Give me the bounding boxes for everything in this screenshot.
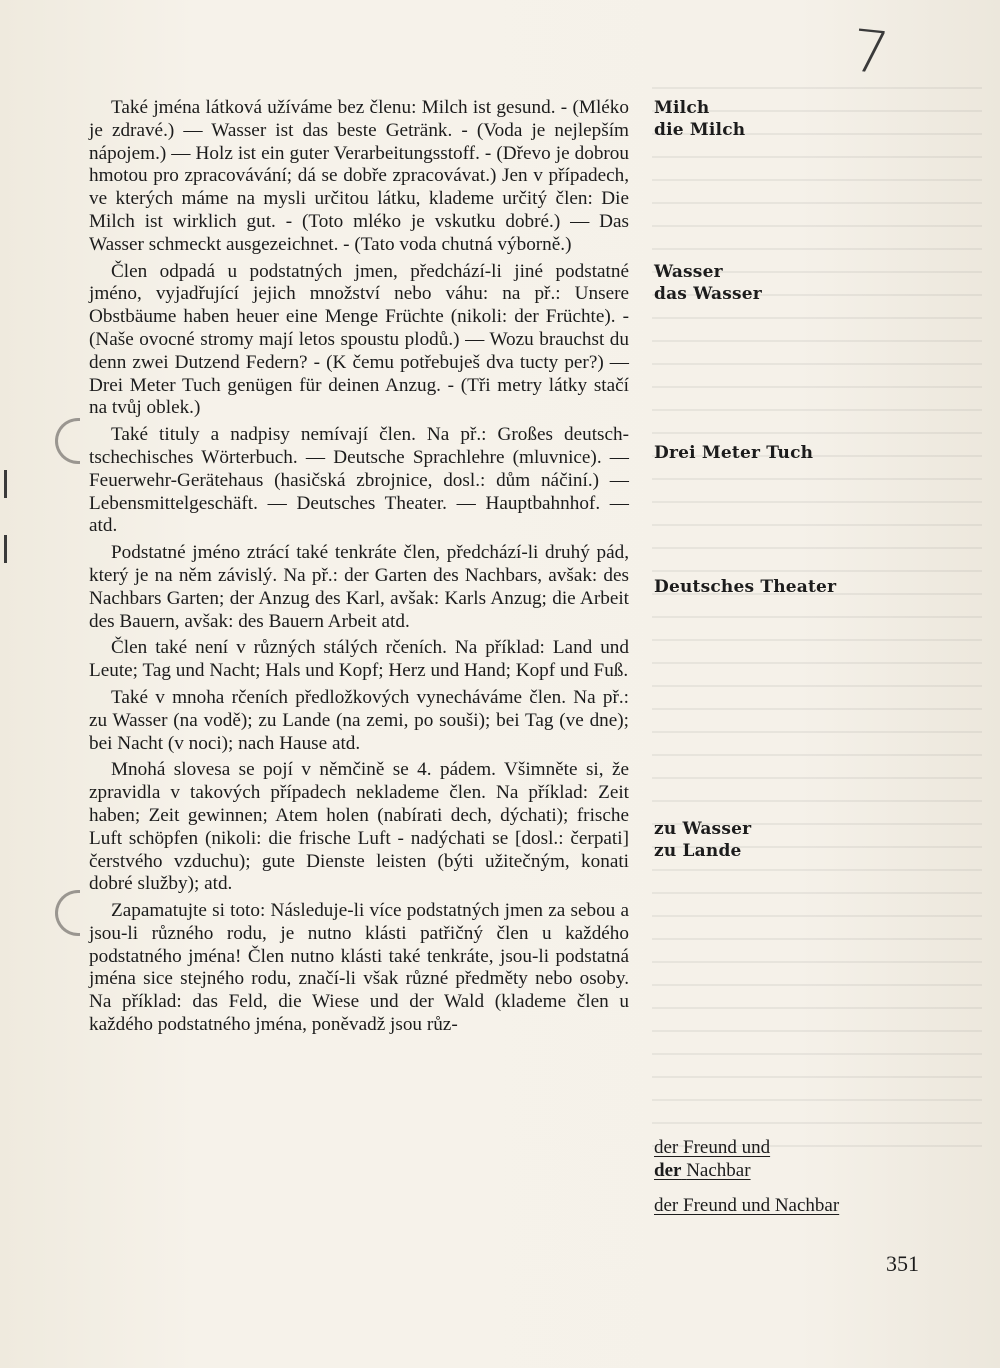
- margin-note-zu-wasser: [654, 818, 894, 862]
- margin-note-line: die Milch: [654, 120, 746, 140]
- margin-note-line: [654, 1159, 894, 1182]
- margin-note-theater: [654, 576, 894, 598]
- paragraph: Člen odpadá u podstatných jmen, předchází-li jiné podstatné jméno, vyjadřující jejich množství nebo váhu: na př.: Unsere Obstbäume haben heuer eine Menge Früchte (nikoli: der Früchte). - (Naše ovocné stromy mají letos spoustu plodů.) — Wozu brauchst du denn zwei Dutzend Federn? - (K čemu potřebuješ dva tucty per?) — Drei Meter Tuch genügen für deinen Anzug. - (Tři metry látky stačí na tvůj oblek.): [89, 260, 629, 419]
- margin-note-freund: [654, 1136, 894, 1217]
- margin-note-tuch: [654, 442, 894, 464]
- margin-note-line: das Wasser: [654, 284, 762, 304]
- margin-note-line: Wasser: [654, 262, 723, 282]
- noun: Nachbar: [686, 1160, 751, 1181]
- paragraph: Zapamatujte si toto: Následuje-li více podstatných jmen za sebou a jsou-li různého rodu, je nutno klásti patřičný člen u každého podstatného jména! Člen nutno klásti také tenkráte, jsou-li podstatná jména sice stejného rodu, značí-li však různé předměty nebo osoby. Na příklad: das Feld, die Wiese und der Wald (klademe člen u každého podstatného jména, poněvadž jsou růz-: [89, 900, 629, 1036]
- margin-note-milch: [654, 97, 894, 141]
- margin-note-line: zu Wasser: [654, 819, 752, 839]
- margin-note-line: der Freund und: [654, 1137, 771, 1158]
- edge-mark: [4, 470, 7, 498]
- paragraph: Mnohá slovesa se pojí v němčině se 4. pádem. Všimněte si, že zpravidla v takových případech neklademe člen. Na příklad: Zeit haben; Zeit gewinnen; Atem holen (nabírati dech, dýchati); frische Luft schöpfen (nikoli: die frische Luft - nadýchati se [dosl.: čerpati] čerstvého vzduchu); gute Dienste leisten (býti užitečným, konati dobré služby); atd.: [89, 759, 629, 895]
- margin-note-line: Milch: [654, 98, 710, 118]
- margin-note-line: der Freund und Nachbar: [654, 1195, 840, 1216]
- margin-note-line: Drei Meter Tuch: [654, 443, 814, 463]
- page-number: 351: [886, 1251, 919, 1276]
- margin-note-wasser: [654, 261, 894, 305]
- article-bold: der: [654, 1160, 682, 1181]
- paragraph: Také tituly a nadpisy nemívají člen. Na př.: Großes deutsch-tschechisches Wörterbuch. — Deutsche Sprachlehre (mluvnice). — Feuerwehr-Gerätehaus (hasičská zbrojnice, dosl.: dům náčiní.) — Lebensmittelgeschäft. — Deutsches Theater. — Hauptbahnhof. — atd.: [89, 424, 629, 537]
- paragraph: Také v mnoha rčeních předložkových vynecháváme člen. Na př.: zu Wasser (na vodě); zu Lande (na zemi, po souši); bei Tag (ve dne); bei Nacht (v noci); nach Hause atd.: [89, 686, 629, 754]
- margin-note-line: zu Lande: [654, 841, 742, 861]
- paragraph: Podstatné jméno ztrácí také tenkráte člen, předchází-li druhý pád, který je na něm závislý. Na př.: der Garten des Nachbars, avšak: des Nachbars Garten; der Anzug des Karl, avšak: Karls Anzug; die Arbeit des Bauern, avšak: des Bauern Arbeit atd.: [89, 542, 629, 632]
- main-text-column: [89, 97, 629, 1041]
- paragraph: Člen také není v různých stálých rčeních. Na příklad: Land und Leute; Tag und Nacht; Hals und Kopf; Herz und Hand; Kopf und Fuß.: [89, 637, 629, 682]
- binding-hole-mark: [55, 890, 80, 936]
- edge-mark: [4, 535, 7, 563]
- paragraph: Také jména látková užíváme bez členu: Milch ist gesund. - (Mléko je zdravé.) — Wasser ist das beste Getränk. - (Voda je nejlepším nápojem.) — Holz ist ein guter Verarbeitungsstoff. - (Dřevo je dobrou hmotou pro zpracovávání; dá se dobře zpracovávat.) Jen v případech, ve kterých máme na mysli určitou látku, klademe určitý člen: Die Milch ist wirklich gut. - (Toto mléko je vskutku dobré.) — Das Wasser schmeckt ausgezeichnet. - (Tato voda chutná výborně.): [89, 97, 629, 255]
- margin-note-line: Deutsches Theater: [654, 577, 837, 597]
- handwritten-page-mark: 7: [848, 16, 893, 88]
- binding-hole-mark: [55, 418, 80, 464]
- bleed-through-text: [652, 75, 982, 1165]
